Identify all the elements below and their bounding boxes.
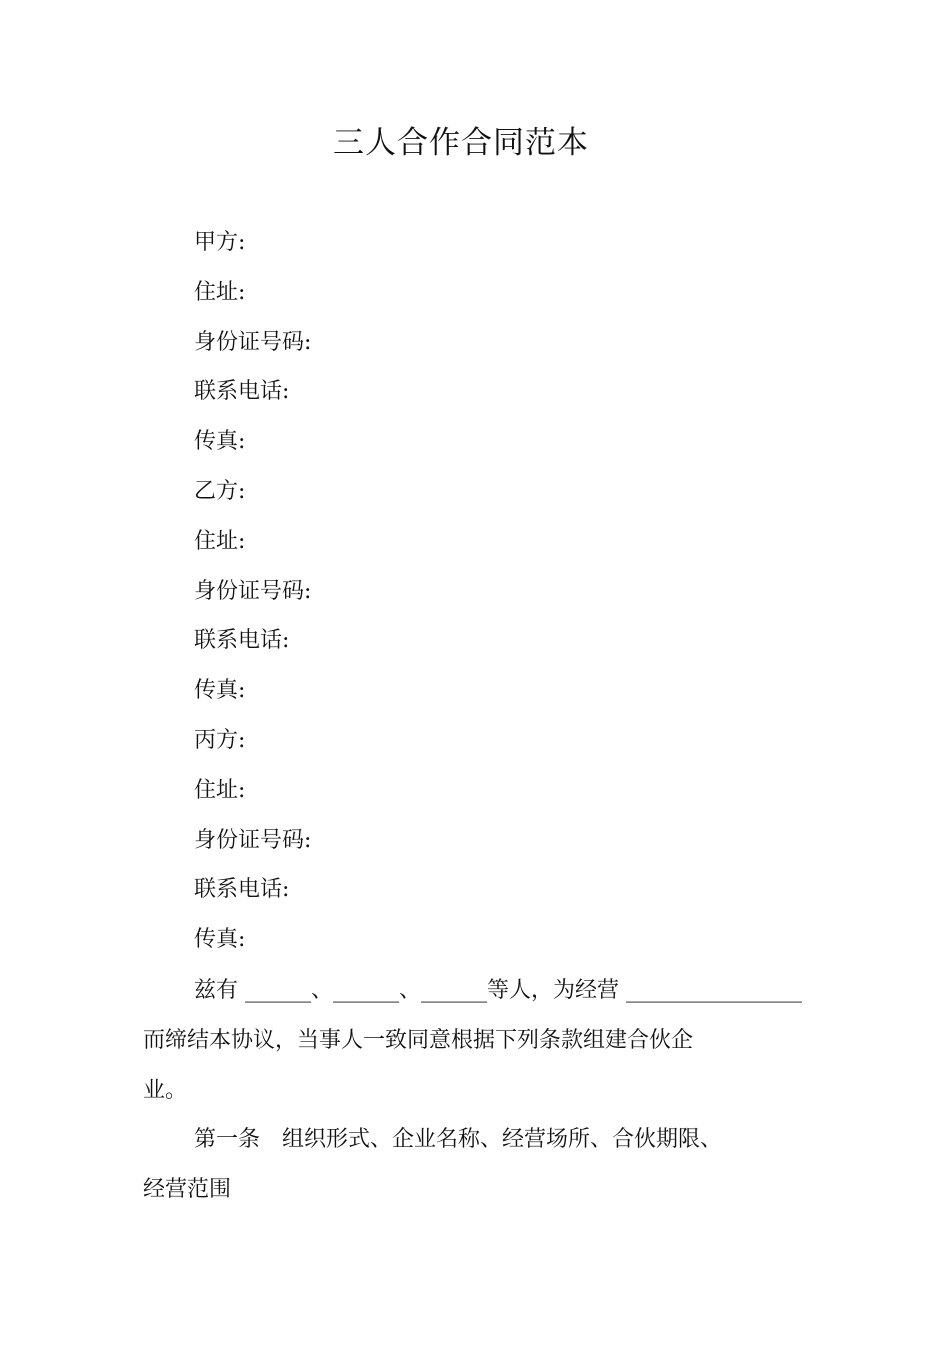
- party-c-address-label: 住址:: [194, 777, 246, 803]
- party-c-id-label: 身份证号码:: [194, 827, 312, 853]
- party-a-address-label: 住址:: [194, 279, 246, 305]
- article-line-text: 第一条 组织形式、企业名称、经营场所、合伙期限、: [194, 1127, 723, 1152]
- party-c-fax-label: 传真:: [194, 927, 246, 953]
- party-b-phone-label: 联系电话:: [194, 628, 290, 654]
- intro-line-text: 兹有 ______、______、______等人，为经营 ________________: [194, 978, 802, 1003]
- article-line: 经营范围: [143, 1176, 232, 1202]
- party-c-label: 丙方:: [194, 727, 246, 753]
- party-a-id-label: 身份证号码:: [194, 329, 312, 355]
- document-title: 三人合作合同范本: [333, 125, 589, 161]
- party-b-address-label: 住址:: [194, 528, 246, 554]
- party-c-phone-label: 联系电话:: [194, 877, 290, 903]
- party-b-id-label: 身份证号码:: [194, 578, 312, 604]
- party-a-label: 甲方:: [194, 230, 246, 255]
- party-a-fax-label: 传真:: [194, 429, 246, 455]
- intro-paragraph: [143, 966, 843, 1115]
- article-line: [143, 1115, 843, 1165]
- party-b-fax-label: 传真:: [194, 678, 246, 704]
- party-fields: [194, 218, 844, 965]
- party-b-label: 乙方:: [194, 478, 246, 504]
- party-a-phone-label: 联系电话:: [194, 379, 290, 405]
- intro-line: 业。: [143, 1077, 188, 1103]
- intro-line: [143, 966, 843, 1016]
- intro-line: 而缔结本协议，当事人一致同意根据下列条款组建合伙企: [143, 1027, 694, 1053]
- article-one-heading: [143, 1115, 843, 1215]
